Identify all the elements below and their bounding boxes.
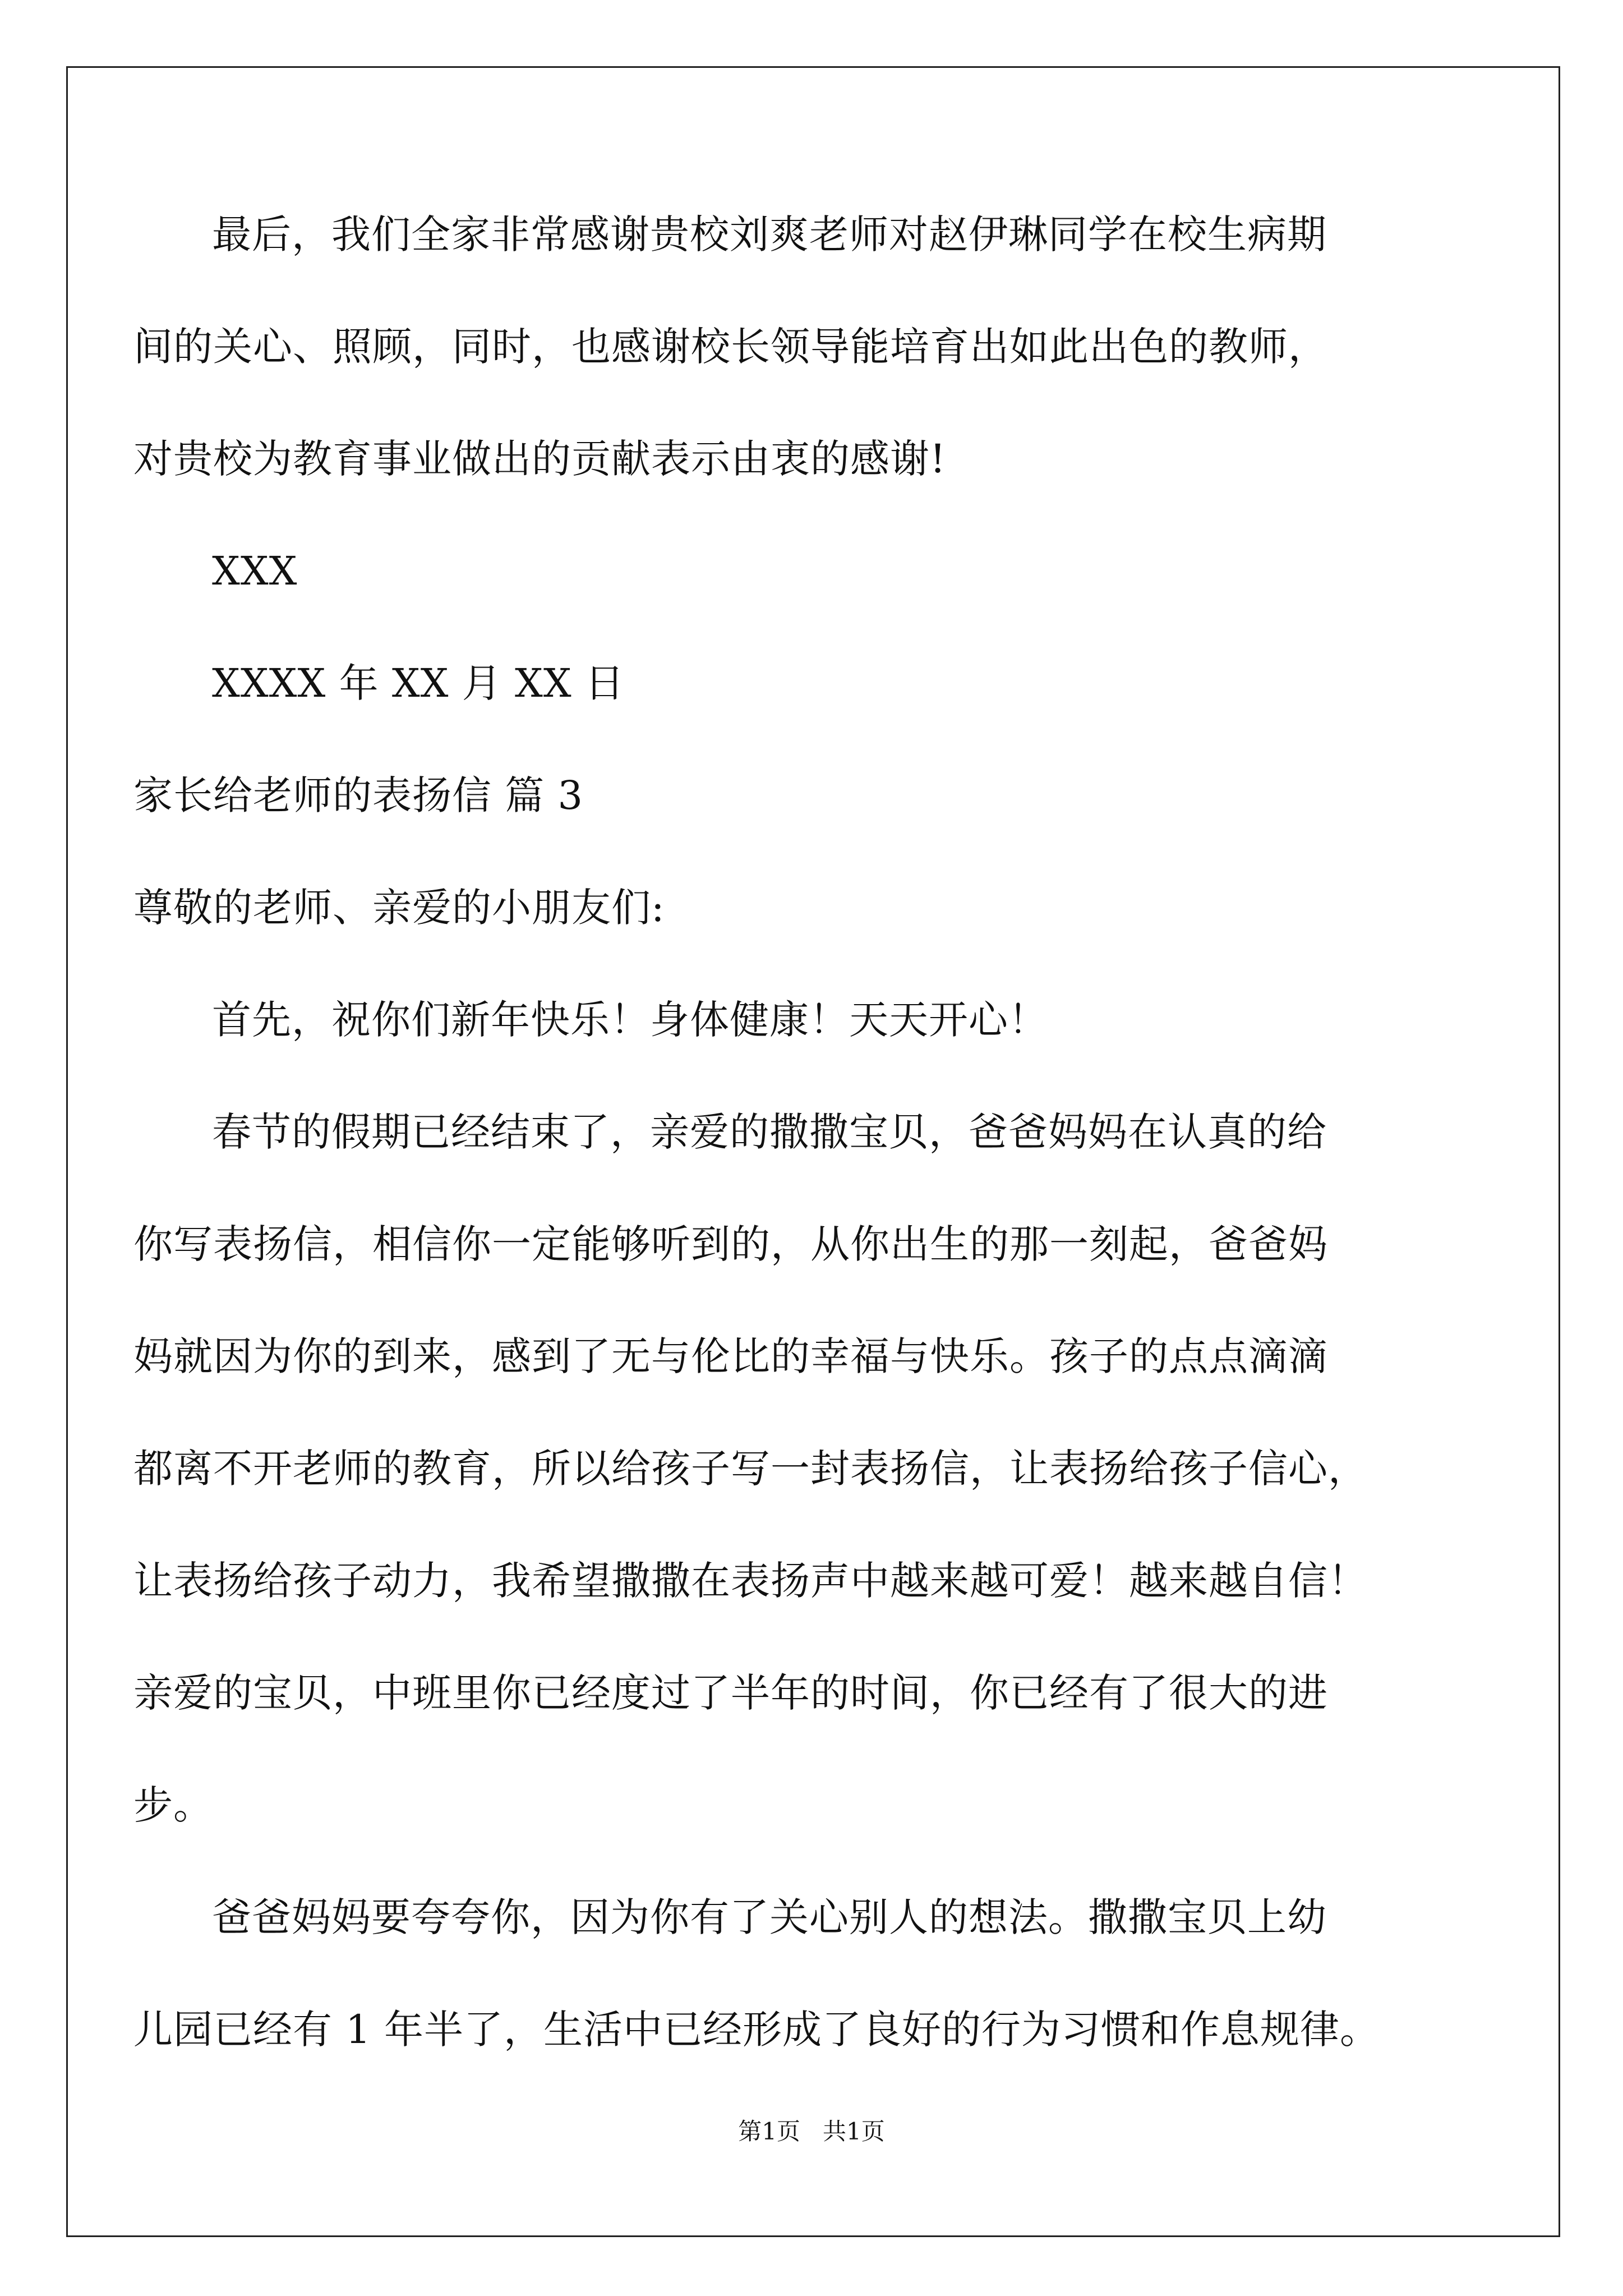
signature-date: XXXX 年 XX 月 XX 日 (212, 660, 625, 706)
paragraph-line: 春节的假期已经结束了，亲爱的撒撒宝贝，爸爸妈妈在认真的给 (212, 1109, 1327, 1155)
paragraph-line: 妈就因为你的到来，感到了无与伦比的幸福与快乐。孩子的点点滴滴 (133, 1333, 1328, 1379)
paragraph-line: 爸爸妈妈要夸夸你，因为你有了关心别人的想法。撒撒宝贝上幼 (212, 1894, 1327, 1940)
paragraph-line: 让表扬给孩子动力，我希望撒撒在表扬声中越来越可爱！越来越自信！ (133, 1558, 1368, 1604)
paragraph-line: 步。 (133, 1782, 213, 1828)
section-heading: 家长给老师的表扬信 篇 3 (133, 772, 584, 818)
paragraph-line: 间的关心、照顾，同时，也感谢校长领导能培育出如此出色的教师， (133, 324, 1328, 370)
paragraph-line: 儿园已经有 1 年半了，生活中已经形成了良好的行为习惯和作息规律。 (133, 2007, 1380, 2053)
page-number-footer: 第1页 共1页 (738, 2118, 885, 2145)
paragraph-line: 都离不开老师的教育，所以给孩子写一封表扬信，让表扬给孩子信心， (133, 1446, 1368, 1492)
paragraph-line: 亲爱的宝贝，中班里你已经度过了半年的时间，你已经有了很大的进 (133, 1670, 1328, 1716)
paragraph-line: 对贵校为教育事业做出的贡献表示由衷的感谢! (133, 436, 947, 482)
salutation: 尊敬的老师、亲爱的小朋友们: (133, 885, 665, 931)
paragraph-line: 首先，祝你们新年快乐！身体健康！天天开心！ (212, 997, 1048, 1043)
signature-name: XXX (212, 548, 298, 594)
paragraph-line: 你写表扬信，相信你一定能够听到的，从你出生的那一刻起，爸爸妈 (133, 1221, 1328, 1267)
paragraph-line: 最后，我们全家非常感谢贵校刘爽老师对赵伊琳同学在校生病期 (212, 211, 1327, 257)
